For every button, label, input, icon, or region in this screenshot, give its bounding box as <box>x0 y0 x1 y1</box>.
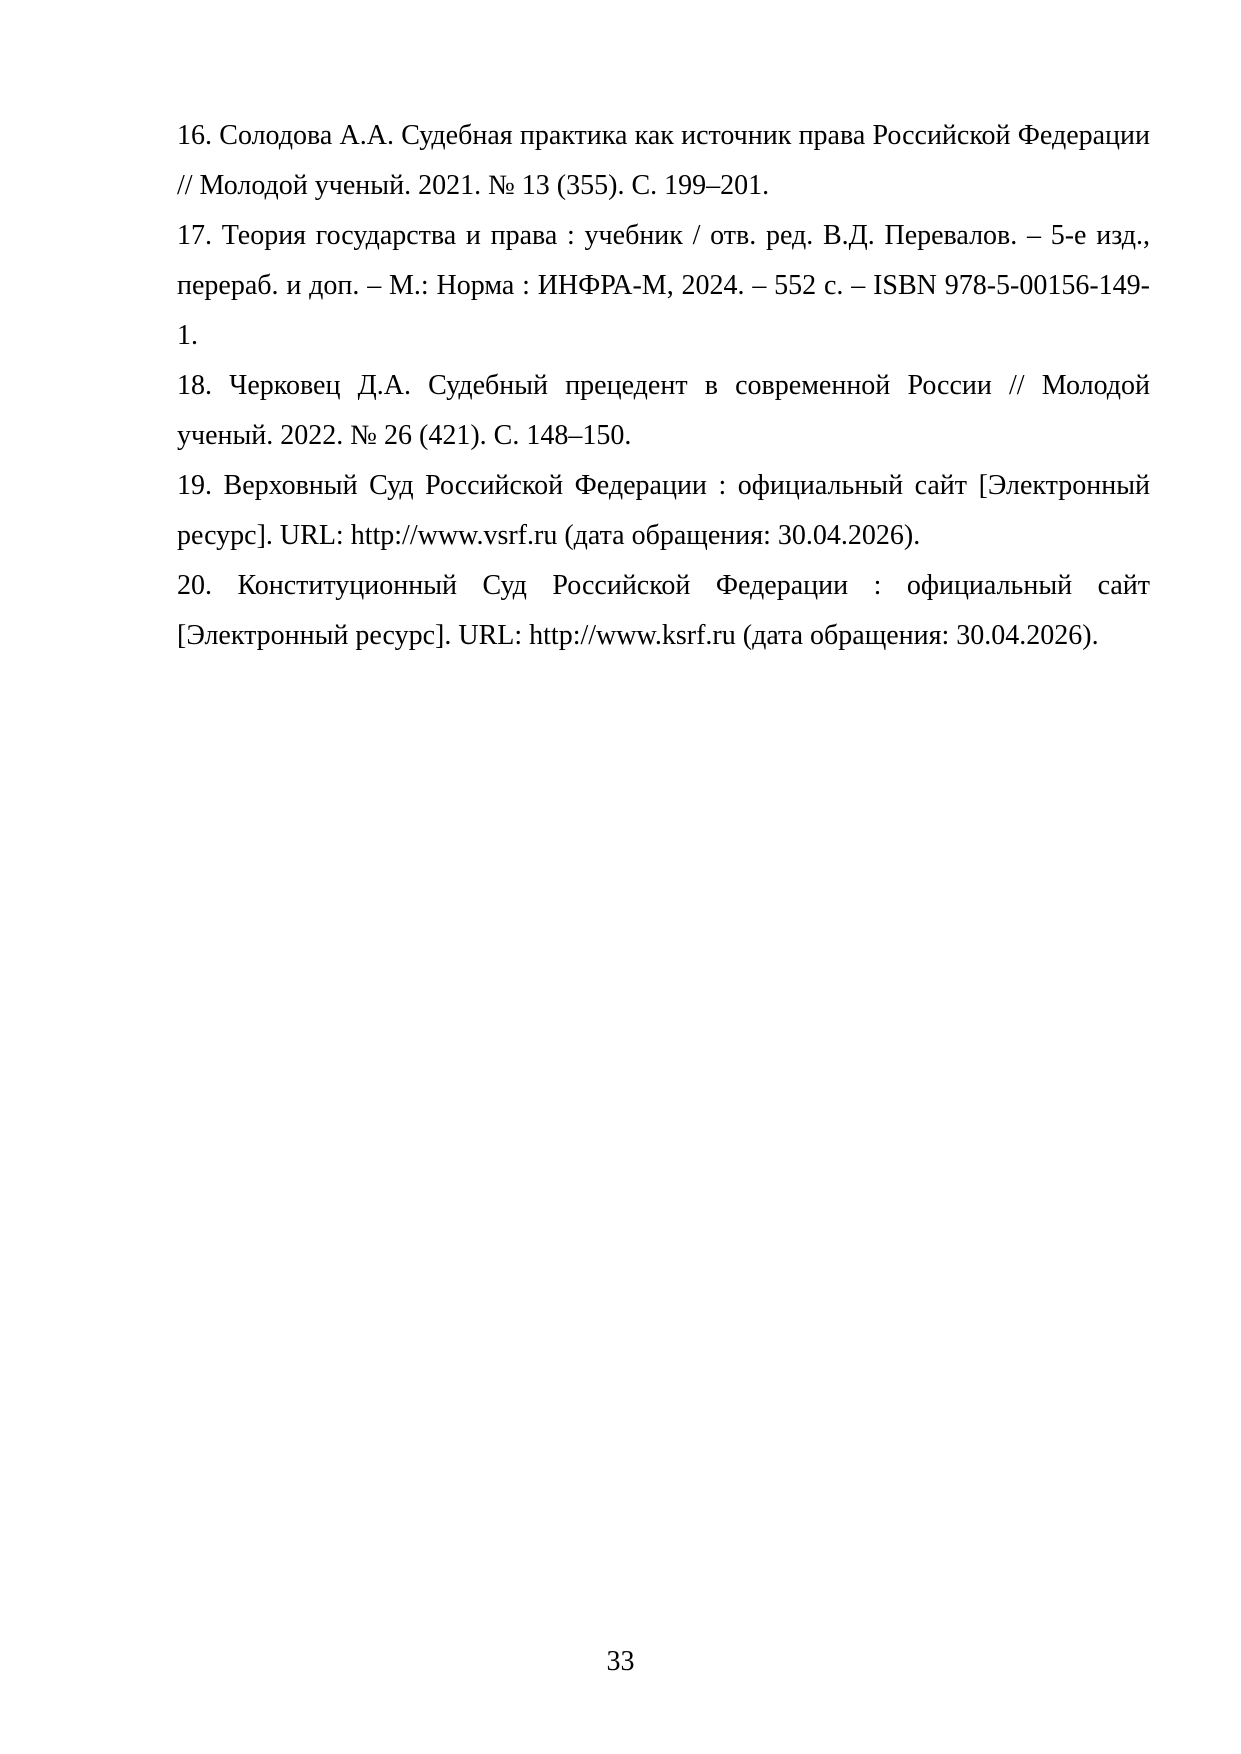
reference-number: 17. <box>177 220 212 251</box>
reference-text: Теория государства и права : учебник / отв. ред. В.Д. Перевалов. – 5-е изд., перераб. и доп. – М.: Норма : ИНФРА-М, 2024. – 552 с. – ISBN 978-5-00156-149-1. <box>177 220 1150 351</box>
reference-number: 16. <box>177 120 212 151</box>
page-number: 33 <box>606 1646 635 1677</box>
reference-text: Черковец Д.А. Судебный прецедент в современной России // Молодой ученый. 2022. № 26 (421). С. 148–150. <box>177 370 1150 451</box>
reference-item-18 <box>177 361 1150 461</box>
reference-number: 18. <box>177 370 212 401</box>
reference-item-17 <box>177 211 1150 361</box>
reference-text: Конституционный Суд Российской Федерации : официальный сайт [Электронный ресурс]. URL: http://www.ksrf.ru (дата обращения: 30.04.2026). <box>177 570 1151 651</box>
reference-item-16 <box>177 111 1150 211</box>
reference-item-19 <box>177 461 1150 561</box>
reference-item-20 <box>177 561 1150 661</box>
reference-text: Солодова А.А. Судебная практика как источник права Российской Федерации // Молодой ученый. 2021. № 13 (355). С. 199–201. <box>177 120 1150 201</box>
reference-number: 19. <box>177 470 212 501</box>
reference-list <box>177 111 1150 661</box>
reference-text: Верховный Суд Российской Федерации : официальный сайт [Электронный ресурс]. URL: http://www.vsrf.ru (дата обращения: 30.04.2026). <box>177 470 1150 551</box>
reference-number: 20. <box>177 570 212 601</box>
